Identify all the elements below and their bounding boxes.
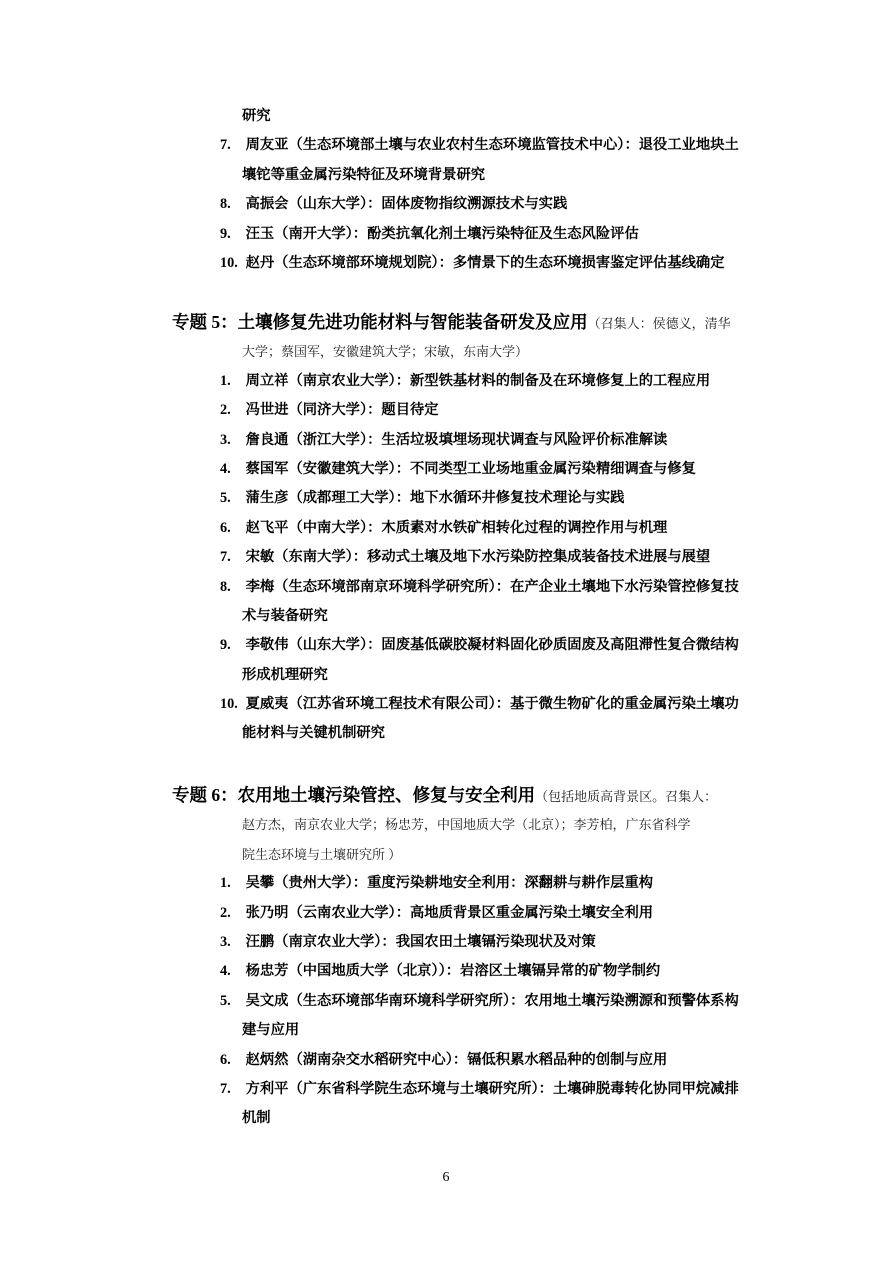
topic6-convener-cont: 院生态环境与土壤研究所 ） xyxy=(242,846,402,862)
list-item-line xyxy=(0,543,892,572)
list-item xyxy=(0,1046,892,1075)
list-item-line xyxy=(0,367,892,396)
list-item xyxy=(0,455,892,484)
list-item-continuation xyxy=(0,161,892,190)
list-item xyxy=(0,190,892,219)
list-item-line xyxy=(0,690,892,719)
list-item-text: 汪玉（南开大学）：酚类抗氧化剂土壤污染特征及生态风险评估 xyxy=(245,225,639,242)
list-item-number: 10. xyxy=(220,696,238,713)
list-item-text: 冯世进（同济大学）：题目待定 xyxy=(245,402,439,419)
list-item-number: 2. xyxy=(220,402,231,419)
list-item-number: 5. xyxy=(220,490,231,507)
list-item-continuation xyxy=(0,661,892,690)
list-item xyxy=(0,1075,892,1134)
list-item-text: 赵丹（生态环境部环境规划院）：多情景下的生态环境损害鉴定评估基线确定 xyxy=(245,254,725,271)
list-item-line xyxy=(0,426,892,455)
list-item-text: 高振会（山东大学）：固体废物指纹溯源技术与实践 xyxy=(245,196,568,213)
page-number: 6 xyxy=(442,1170,450,1185)
list-item xyxy=(0,131,892,190)
list-item xyxy=(0,484,892,513)
list-item-text: 詹良通（浙江大学）：生活垃圾填埋场现状调查与风险评价标准解读 xyxy=(245,431,668,448)
topic6-list xyxy=(0,869,892,1134)
topic6-section xyxy=(0,781,892,1134)
topic4-tail xyxy=(0,102,892,278)
list-item-text: 壤铊等重金属污染特征及环境背景研究 xyxy=(242,166,486,183)
list-item-number: 8. xyxy=(220,196,231,213)
topic6-heading xyxy=(0,781,892,810)
list-item-number: 9. xyxy=(220,225,231,242)
list-item-line xyxy=(0,1075,892,1104)
topic6-convener: （包括地质高背景区。召集人： xyxy=(535,789,718,804)
list-item-text: 吴攀（贵州大学）：重度污染耕地安全利用：深翻耕与耕作层重构 xyxy=(245,875,654,892)
topic5-section xyxy=(0,308,892,749)
list-item-number: 4. xyxy=(220,963,231,980)
list-item-text: 赵飞平（中南大学）：木质素对水铁矿相转化过程的调控作用与机理 xyxy=(245,519,668,536)
list-item-number: 1. xyxy=(220,875,231,892)
list-item-number: 5. xyxy=(220,992,231,1009)
list-item-text: 汪鹏（南京农业大学）：我国农田土壤镉污染现状及对策 xyxy=(245,933,596,950)
list-item-line xyxy=(0,514,892,543)
list-item-text: 蔡国军（安徽建筑大学）：不同类型工业场地重金属污染精细调查与修复 xyxy=(245,460,696,477)
list-item xyxy=(0,543,892,572)
list-item xyxy=(0,220,892,249)
list-item xyxy=(0,631,892,690)
list-item xyxy=(0,249,892,278)
list-item-number: 7. xyxy=(220,1080,231,1097)
list-item-text: 赵炳然（湖南杂交水稻研究中心）：镉低积累水稻品种的创制与应用 xyxy=(245,1051,668,1068)
list-item-text: 能材料与关键机制研究 xyxy=(242,725,385,742)
list-item-continuation xyxy=(0,719,892,748)
topic5-heading xyxy=(0,308,892,337)
list-item-line xyxy=(0,987,892,1016)
list-item-number: 8. xyxy=(220,578,231,595)
topic5-list xyxy=(0,367,892,749)
list-item-line xyxy=(0,573,892,602)
list-item-continuation xyxy=(0,1016,892,1045)
list-item-text: 周友亚（生态环境部土壤与农业农村生态环境监管技术中心）：退役工业地块土 xyxy=(245,137,739,154)
list-item xyxy=(0,514,892,543)
list-item-number: 6. xyxy=(220,1051,231,1068)
list-item-text: 李敬伟（山东大学）：固废基低碳胶凝材料固化砂质固废及高阻滞性复合微结构 xyxy=(245,637,739,654)
list-item-text: 杨忠芳（中国地质大学（北京））：岩溶区土壤镉异常的矿物学制约 xyxy=(245,963,661,980)
list-item-text: 宋敏（东南大学）：移动式土壤及地下水污染防控集成装备技术进展与展望 xyxy=(245,549,711,566)
list-item-continuation xyxy=(0,602,892,631)
list-item-line xyxy=(0,396,892,425)
list-item-line xyxy=(0,220,892,249)
list-item-number: 2. xyxy=(220,904,231,921)
list-item-number: 3. xyxy=(220,431,231,448)
list-item-number: 3. xyxy=(220,933,231,950)
list-item-number: 1. xyxy=(220,372,231,389)
list-item-number: 7. xyxy=(220,549,231,566)
list-item-text: 夏威夷（江苏省环境工程技术有限公司）：基于微生物矿化的重金属污染土壤功 xyxy=(245,696,739,713)
list-item-text: 机制 xyxy=(242,1110,271,1127)
list-item-line xyxy=(0,1046,892,1075)
list-item-continuation xyxy=(0,1104,892,1133)
list-item-line xyxy=(0,484,892,513)
list-item-line xyxy=(0,928,892,957)
topic5-convener-cont: 大学；蔡国军，安徽建筑大学；宋敏，东南大学） xyxy=(242,344,529,360)
list-item-line xyxy=(0,957,892,986)
list-item xyxy=(0,367,892,396)
topic5-title: 专题 5：土壤修复先进功能材料与智能装备研发及应用 xyxy=(172,312,588,332)
list-item-number: 6. xyxy=(220,519,231,536)
list-item-text: 术与装备研究 xyxy=(242,607,328,624)
list-item xyxy=(0,957,892,986)
list-item-text: 张乃明（云南农业大学）：高地质背景区重金属污染土壤安全利用 xyxy=(245,904,654,921)
list-item-text: 建与应用 xyxy=(242,1022,300,1039)
list-item-line xyxy=(0,190,892,219)
list-item-text: 形成机理研究 xyxy=(242,666,328,683)
list-item xyxy=(0,987,892,1046)
list-item-line xyxy=(0,869,892,898)
list-item-number: 7. xyxy=(220,137,231,154)
list-item xyxy=(0,928,892,957)
list-item xyxy=(0,899,892,928)
carry-over-text: 研究 xyxy=(242,108,271,124)
topic5-convener: （召集人：侯德义，清华 xyxy=(587,316,731,331)
topic6-title: 专题 6：农用地土壤污染管控、修复与安全利用 xyxy=(172,785,536,805)
list-item-number: 9. xyxy=(220,637,231,654)
list-item xyxy=(0,869,892,898)
list-item-text: 方利平（广东省科学院生态环境与土壤研究所）：土壤砷脱毒转化协同甲烷减排 xyxy=(245,1080,739,1097)
list-item-number: 10. xyxy=(220,254,238,271)
list-item xyxy=(0,396,892,425)
list-item-line xyxy=(0,899,892,928)
list-item xyxy=(0,690,892,749)
list-item-text: 吴文成（生态环境部华南环境科学研究所）：农用地土壤污染溯源和预警体系构 xyxy=(245,992,739,1009)
list-item-text: 周立祥（南京农业大学）：新型铁基材料的制备及在环境修复上的工程应用 xyxy=(245,372,711,389)
list-item xyxy=(0,573,892,632)
topic4-list xyxy=(0,131,892,278)
topic6-convener-cont: 赵方杰，南京农业大学；杨忠芳，中国地质大学（北京）；李芳柏，广东省科学 xyxy=(242,817,691,833)
list-item-number: 4. xyxy=(220,460,231,477)
list-item-text: 李梅（生态环境部南京环境科学研究所）：在产企业土壤地下水污染管控修复技 xyxy=(245,578,739,595)
list-item-line xyxy=(0,455,892,484)
list-item-line xyxy=(0,249,892,278)
list-item xyxy=(0,426,892,455)
list-item-line xyxy=(0,131,892,160)
list-item-text: 蒲生彦（成都理工大学）：地下水循环井修复技术理论与实践 xyxy=(245,490,625,507)
list-item-line xyxy=(0,631,892,660)
